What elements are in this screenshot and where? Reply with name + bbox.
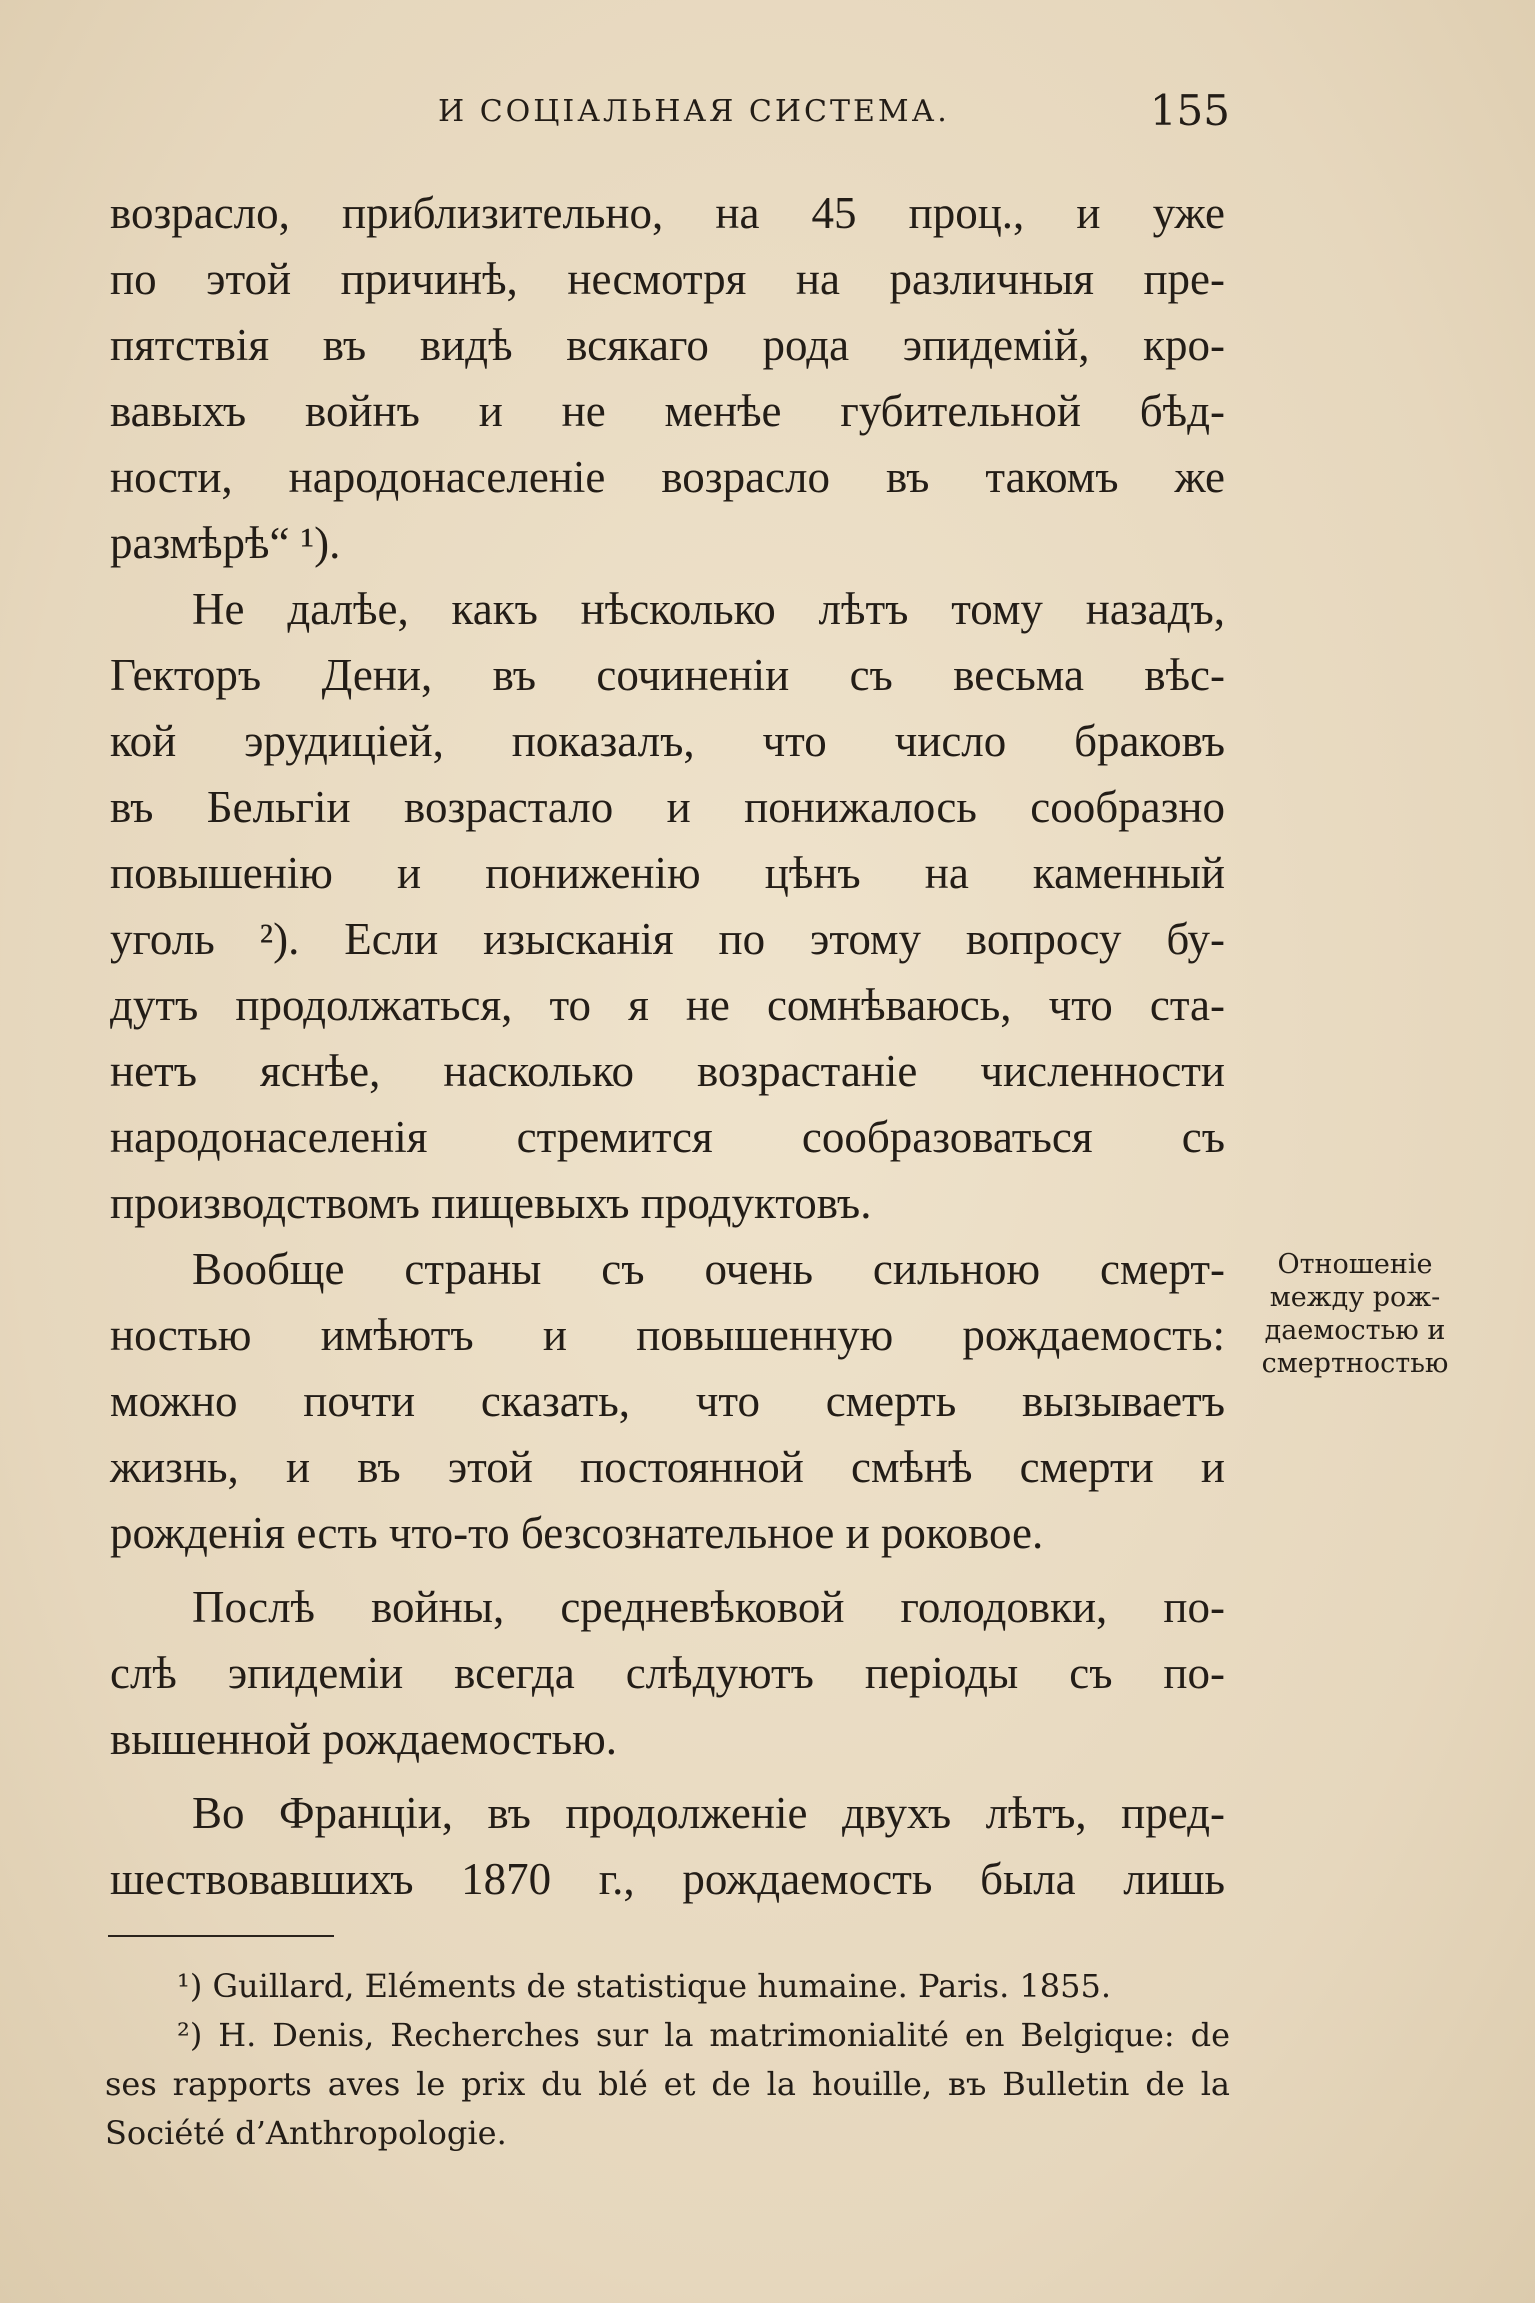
text-line: шествовавшихъ 1870 г., рождаемость была лишь — [110, 1854, 1225, 1904]
text-line: слѣ эпидеміи всегда слѣдуютъ періоды съ по- — [110, 1648, 1225, 1698]
text-line: вавыхъ войнъ и не менѣе губительной бѣд- — [110, 386, 1225, 436]
text-line: Во Франціи, въ продолженіе двухъ лѣтъ, пред- — [192, 1788, 1225, 1838]
text-line: Гекторъ Дени, въ сочиненіи съ весьма вѣс- — [110, 650, 1225, 700]
text-line: размѣрѣ“ ¹). — [110, 518, 341, 568]
text-line: Не далѣе, какъ нѣсколько лѣтъ тому назадъ, — [192, 584, 1225, 634]
text-line: жизнь, и въ этой постоянной смѣнѣ смерти и — [110, 1442, 1225, 1492]
text-line: дутъ продолжаться, то я не сомнѣваюсь, что ста- — [110, 980, 1225, 1030]
margin-note — [1240, 1248, 1470, 1380]
margin-note-line: даемостью и — [1264, 1315, 1446, 1346]
text-line: уголь ²). Если изысканія по этому вопросу бу- — [110, 914, 1225, 964]
footnote-2-continued: ses rapports aves le prix du blé et de la houille, въ Bulletin de la — [105, 2065, 1230, 2103]
text-line: ностью имѣютъ и повышенную рождаемость: — [110, 1310, 1225, 1360]
text-line: нетъ яснѣе, насколько возрастаніе численности — [110, 1046, 1225, 1096]
text-line: производствомъ пищевыхъ продуктовъ. — [110, 1178, 872, 1228]
text-line: рожденія есть что-то безсознательное и роковое. — [110, 1508, 1044, 1558]
text-line: народонаселенія стремится сообразоваться съ — [110, 1112, 1225, 1162]
text-line: возрасло, приблизительно, на 45 проц., и уже — [110, 188, 1225, 238]
text-line: повышенію и пониженію цѣнъ на каменный — [110, 848, 1225, 898]
text-line: вышенной рождаемостью. — [110, 1714, 618, 1764]
page-header — [420, 86, 1230, 146]
footnote-divider — [108, 1935, 334, 1937]
text-line: пятствія въ видѣ всякаго рода эпидемій, кро- — [110, 320, 1225, 370]
text-line: Вообще страны съ очень сильною смерт- — [192, 1244, 1225, 1294]
text-line: ности, народонаселеніе возрасло въ такомъ же — [110, 452, 1225, 502]
page-number: 155 — [1149, 86, 1230, 135]
running-head: И СОЦІАЛЬНАЯ СИСТЕМА. — [438, 94, 950, 129]
text-line: въ Бельгіи возрастало и понижалось сообразно — [110, 782, 1225, 832]
footnote-2: ²) H. Denis, Recherches sur la matrimonialité en Belgique: de — [177, 2016, 1230, 2054]
main-text — [110, 180, 1225, 1912]
footnote-1: ¹) Guillard, Eléments de statistique humaine. Paris. 1855. — [177, 1967, 1112, 2005]
paragraph-5 — [110, 1780, 1225, 1912]
paragraph-4 — [110, 1574, 1225, 1772]
footnote-2-continued: Société d’Anthropologie. — [105, 2114, 507, 2152]
footnotes — [105, 1962, 1230, 2158]
paragraph-2 — [110, 576, 1225, 1236]
text-line: кой эрудиціей, показалъ, что число браковъ — [110, 716, 1225, 766]
paragraph-1 — [110, 180, 1225, 576]
text-line: можно почти сказать, что смерть вызываетъ — [110, 1376, 1225, 1426]
text-line: по этой причинѣ, несмотря на различныя пре- — [110, 254, 1225, 304]
text-line: Послѣ войны, средневѣковой голодовки, по- — [192, 1582, 1225, 1632]
paragraph-3 — [110, 1236, 1225, 1566]
margin-note-line: смертностью — [1261, 1348, 1449, 1379]
margin-note-line: Отношеніе — [1277, 1249, 1433, 1280]
margin-note-line: между рож- — [1269, 1282, 1441, 1313]
